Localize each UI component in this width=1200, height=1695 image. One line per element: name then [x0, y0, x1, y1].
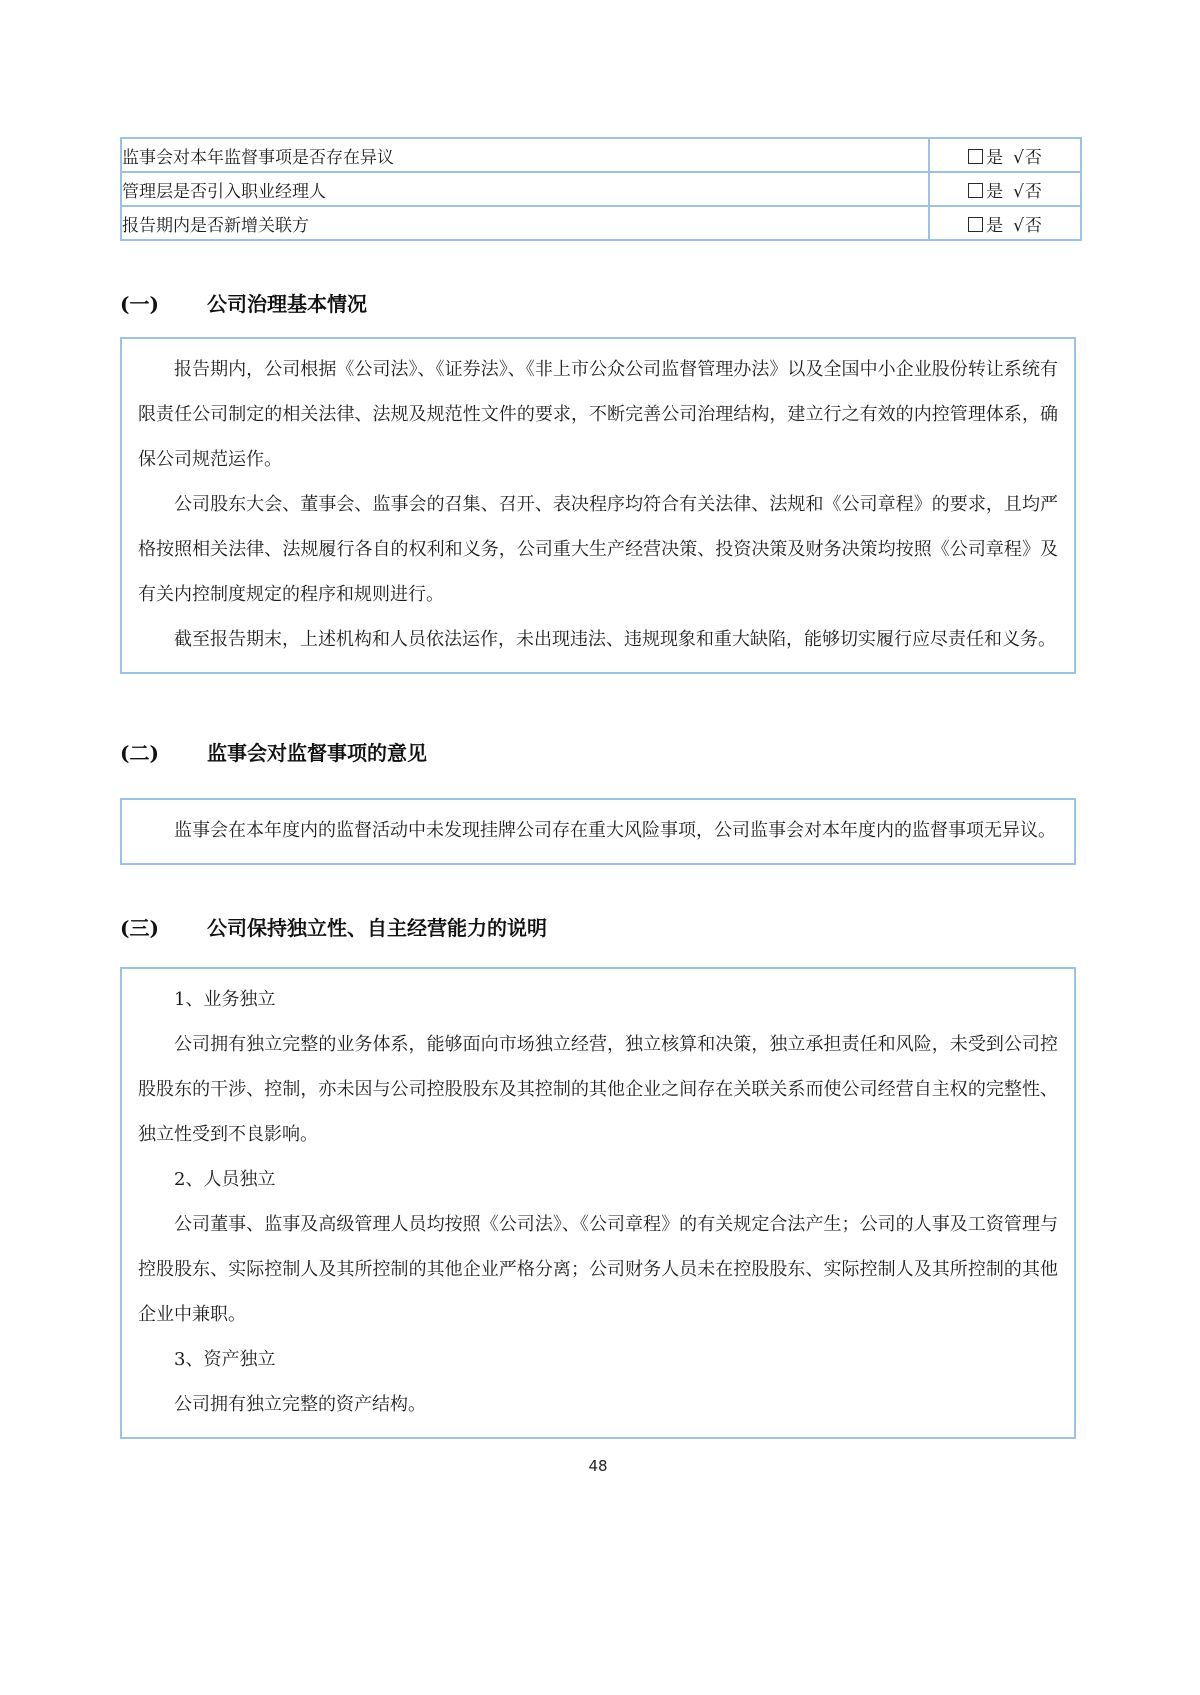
answer-cell: [929, 206, 1081, 240]
checkmark-icon: √: [1013, 147, 1024, 168]
question-cell: 报告期内是否新增关联方: [121, 206, 929, 240]
page-number: 48: [588, 1457, 608, 1475]
section-1-heading: [120, 289, 1076, 319]
option-yes-label: 是: [986, 215, 1004, 236]
paragraph: 公司拥有独立完整的业务体系，能够面向市场独立经营，独立核算和决策，独立承担责任和风险，未受到公司控股股东的干涉、控制，亦未因与公司控股股东及其控制的其他企业之间存在关联关系而使公司经营自主权的完整性、独立性受到不良影响。: [138, 1034, 1058, 1145]
checkbox-empty-icon: [968, 183, 983, 198]
paragraph: 公司董事、监事及高级管理人员均按照《公司法》、《公司章程》的有关规定合法产生；公司的人事及工资管理与控股股东、实际控制人及其所控制的其他企业严格分离；公司财务人员未在控股股东、实际控制人及其所控制的其他企业中兼职。: [138, 1214, 1058, 1325]
checkbox-empty-icon: [968, 149, 983, 164]
section-1-title: 公司治理基本情况: [207, 292, 367, 316]
section-3-textbox: [120, 967, 1076, 1439]
section-1-number: (一): [120, 292, 159, 316]
table-row: [121, 172, 1081, 206]
question-cell: 管理层是否引入职业经理人: [121, 172, 929, 206]
option-yes: [968, 211, 1003, 236]
question-cell: 监事会对本年监督事项是否存在异议: [121, 138, 929, 172]
option-no: [1013, 143, 1042, 168]
option-yes: [968, 177, 1003, 202]
subitem-heading: 3、资产独立: [174, 1349, 276, 1370]
paragraph: 截至报告期末，上述机构和人员依法运作，未出现违法、违规现象和重大缺陷，能够切实履行应尽责任和义务。: [174, 629, 1056, 650]
answer-cell: [929, 138, 1081, 172]
checkmark-icon: √: [1013, 215, 1024, 236]
section-2-title: 监事会对监督事项的意见: [207, 741, 427, 765]
section-2-number: (二): [120, 741, 159, 765]
checkbox-empty-icon: [968, 217, 983, 232]
paragraph: 公司股东大会、董事会、监事会的召集、召开、表决程序均符合有关法律、法规和《公司章程》的要求，且均严格按照相关法律、法规履行各自的权利和义务，公司重大生产经营决策、投资决策及财务决策均按照《公司章程》及有关内控制度规定的程序和规则进行。: [138, 494, 1058, 605]
paragraph: 报告期内，公司根据《公司法》、《证券法》、《非上市公众公司监督管理办法》以及全国中小企业股份转让系统有限责任公司制定的相关法律、法规及规范性文件的要求，不断完善公司治理结构，建立行之有效的内控管理体系，确保公司规范运作。: [138, 359, 1058, 470]
option-yes: [968, 143, 1003, 168]
option-no-label: 否: [1024, 181, 1042, 202]
subitem-heading: 2、人员独立: [174, 1169, 276, 1190]
table-row: [121, 138, 1081, 172]
option-no: [1013, 177, 1042, 202]
section-3-number: (三): [120, 916, 159, 940]
paragraph: 公司拥有独立完整的资产结构。: [174, 1394, 426, 1415]
checkmark-icon: √: [1013, 181, 1024, 202]
option-no: [1013, 211, 1042, 236]
subitem-heading: 1、业务独立: [174, 989, 276, 1010]
section-2-textbox: [120, 798, 1076, 865]
option-no-label: 否: [1024, 215, 1042, 236]
option-yes-label: 是: [986, 147, 1004, 168]
section-1-textbox: [120, 337, 1076, 674]
section-2-heading: [120, 738, 1076, 768]
supervision-survey-table: [120, 137, 1082, 241]
table-row: [121, 206, 1081, 240]
page-content: [120, 137, 1076, 1475]
section-3-heading: [120, 913, 1076, 943]
answer-cell: [929, 172, 1081, 206]
option-no-label: 否: [1024, 147, 1042, 168]
section-3-title: 公司保持独立性、自主经营能力的说明: [207, 916, 547, 940]
option-yes-label: 是: [986, 181, 1004, 202]
paragraph: 监事会在本年度内的监督活动中未发现挂牌公司存在重大风险事项，公司监事会对本年度内的监督事项无异议。: [174, 820, 1056, 841]
